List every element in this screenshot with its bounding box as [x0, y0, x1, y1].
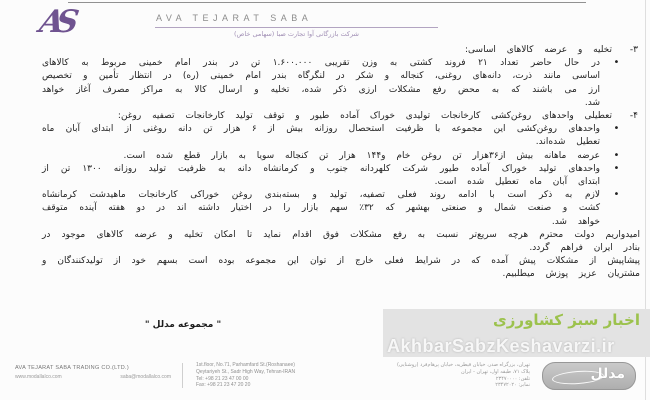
modallal-logo: [542, 362, 636, 390]
watermark-text-fa: اخبار سبز کشاورزی: [493, 311, 640, 329]
list-item: [42, 123, 640, 149]
footer-divider-line: [182, 363, 183, 388]
footer-address-en: [196, 362, 295, 389]
header-divider-line: [155, 27, 438, 28]
closing-paragraph: پیشاپیش از مشکلات پیش آمده که در شرایط فعلی خارج از توان این مجموعه بوده است بسهم خود از تولیدکنندگان و مشتریان عزیز پوزش میطلبیم.: [42, 256, 640, 280]
footer-company-name: AVA TEJARAT SABA TRADING CO.(LTD.): [15, 365, 130, 371]
list-item: [42, 150, 640, 163]
list-item: [42, 57, 640, 110]
company-name: AVA TEJARAT SABA: [156, 13, 313, 23]
footer-address-fa-line: پلاک ۷۱، طبقه اول، تهران - ایران: [460, 368, 530, 375]
section-4-title: تعطیلی واحدهای روغن‌کشی کارخانجات تولیدی خوراک آماده طیور و توقف تولید کارخانجات تصفیه روغن:: [117, 111, 612, 122]
footer-tel-fa: تلفن: ۲۳۴۷۰۰۰۰: [495, 375, 530, 382]
list-item-text: واحدهای تولید خوراک آماده طیور شرکت کلهردانه جنوب و کرمانشاه دانه به ظرفیت تولید روزانه ۱۳۰۰ تن از ابتدای آبان ماه تعطیل شده است.: [42, 163, 600, 188]
letter-body: [42, 44, 640, 282]
bullet-marker: •: [613, 123, 620, 135]
watermark-text-en: AkhbarSabzKeshavarzi.ir: [387, 336, 615, 356]
list-item: [42, 189, 640, 229]
footer-address-fa-line: تهران، بزرگراه صدر، خیابان قیطریه، خیابان پرهام‌فرد (روشنایی): [396, 362, 530, 368]
list-item-text: لازم به ذکر است با ادامه روند فعلی تصفیه، تولید و بسته‌بندی روغن خوراکی کارخانجات ماهیدشت کرمانشاه کشت و صنعت شمال و صنعتی بهشهر که ۳۲٪ سهم بازار را در اختیار داشته اند در دو هفته آینده متوقف خواهد شد.: [42, 190, 600, 227]
section-3-heading: [42, 44, 640, 57]
section-4-number: ۴-: [629, 111, 638, 122]
bullet-marker: •: [613, 57, 620, 69]
bullet-marker: •: [613, 189, 620, 201]
modallal-logo-text: مدلل: [590, 366, 625, 382]
footer-fax-fa: نمابر: ۲۳۴۷۲۰۲۰: [495, 382, 530, 389]
footer-links-row: [15, 374, 171, 380]
scan-artifact-top-line: [68, 2, 586, 3]
section-4-heading: [42, 110, 640, 123]
bullet-marker: •: [613, 149, 620, 161]
footer-fax: Fax: +98 21 23 47 20 20: [196, 382, 251, 389]
closing-paragraph: امیدواریم دولت محترم هرچه سریع‌تر نسبت به رفع مشکلات فوق اقدام نماید تا امکان تخلیه و عرضه کالاهای موجود در بنادر ایران فراهم گردد.: [42, 229, 640, 254]
footer-email: saba@modallalco.com: [120, 374, 171, 380]
section-3-number: ۳-: [629, 45, 638, 55]
footer-address-line: Qeytariyeh St., Sadr High Way, Tehran-IRAN: [196, 368, 296, 375]
list-item: [42, 163, 640, 189]
bullet-marker: •: [613, 162, 620, 174]
list-item-text: عرضه ماهانه بیش از۳۶هزار تن روغن خام و۱۴۴ هزار تن کنجاله سویا به بازار قطع شده است.: [123, 150, 600, 161]
footer-tel: Tel: +98 21 23 47 00 00: [196, 375, 249, 382]
footer-website: www.modallalco.com: [15, 374, 62, 380]
section-3-title: تخلیه و عرضه کالاهای اساسی:: [465, 45, 612, 55]
company-subtitle-fa: شرکت بازرگانی آوا تجارت صبا (سهامی خاص): [234, 30, 359, 38]
watermark-band: [383, 309, 650, 357]
signature: " مجموعه مدلل ": [144, 320, 222, 330]
company-logo-monogram: AS: [36, 4, 74, 40]
footer-address-line: 1st.floor, No.71, Parhamfard St.(Roshanaee): [196, 362, 295, 368]
list-item-text: در حال حاضر تعداد ۲۱ فروند کشتی به وزن تقریبی ۱.۶۰۰.۰۰۰ تن در بندر امام خمینی مربوط به کالاهای اساسی مانند ذرت، دانه‌های روغنی، کنجاله و شکر در لنگرگاه بندر امام خمینی (ره) در انتظار تأمین و تخصیص ارز می باشند که به محض رفع مشکلات ارزی ذکر شده، تخلیه و ارسال کالا به مراکز مصرف آغاز خواهد شد.: [42, 58, 600, 108]
footer-address-fa: [388, 362, 530, 389]
footer-left-block: [15, 365, 171, 380]
list-item-text: واحدهای روغن‌کشی این مجموعه با ظرفیت استحصال روزانه بیش از ۶ هزار تن دانه روغنی از ابتدای آبان ماه تعطیل شده‌اند.: [42, 124, 600, 148]
